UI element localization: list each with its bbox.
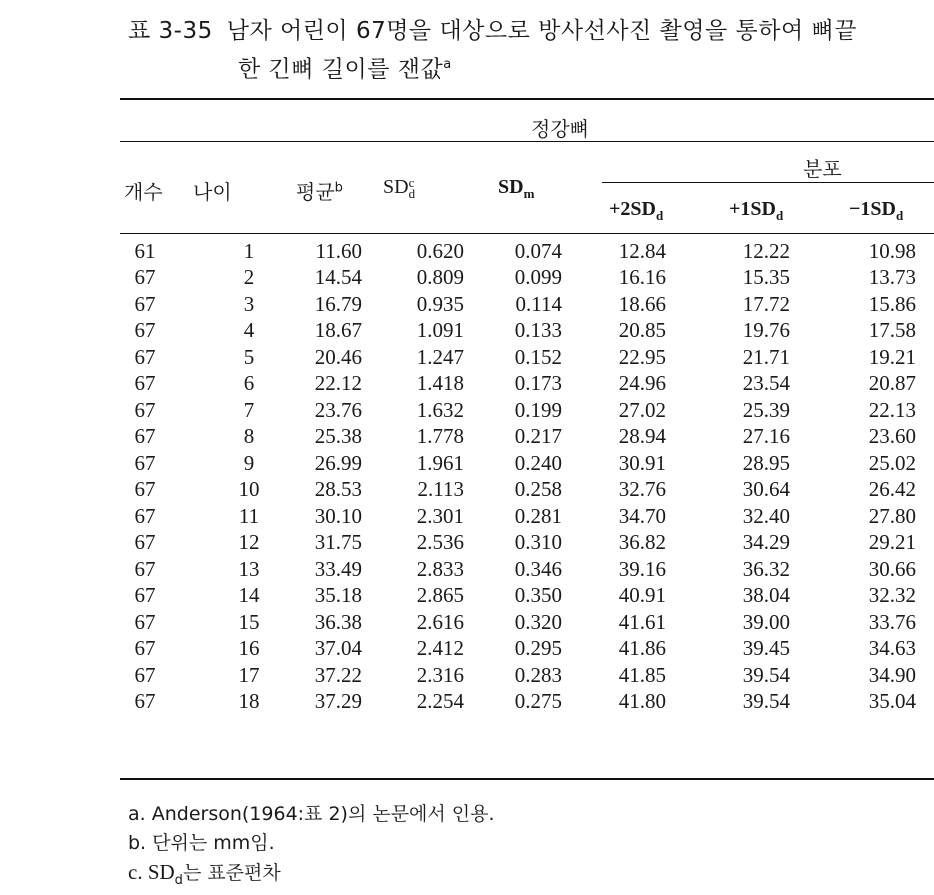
cell-count: 67 bbox=[134, 503, 156, 528]
cell-plus1sd: 39.54 bbox=[742, 662, 790, 687]
col-sdd-header: SD c d bbox=[383, 175, 416, 202]
cell-sdm: 0.152 bbox=[514, 344, 562, 369]
cell-plus2sd: 41.61 bbox=[618, 609, 666, 634]
cell-age: 10 bbox=[238, 477, 260, 502]
table-row bbox=[120, 477, 916, 504]
cell-plus1sd: 36.32 bbox=[742, 556, 790, 581]
cell-age: 4 bbox=[243, 318, 255, 343]
cell-sdm: 0.074 bbox=[514, 238, 562, 263]
cell-sdm: 0.173 bbox=[514, 371, 562, 396]
col-count-header: 개수 bbox=[124, 180, 163, 204]
cell-age: 2 bbox=[243, 265, 255, 290]
cell-plus1sd: 30.64 bbox=[742, 477, 790, 502]
cell-sdm: 0.346 bbox=[514, 556, 562, 581]
table-number: 표 3-35 bbox=[128, 18, 213, 44]
cell-plus2sd: 34.70 bbox=[618, 503, 666, 528]
cell-mean: 35.18 bbox=[314, 583, 362, 608]
cell-sdm: 0.240 bbox=[514, 450, 562, 475]
cell-age: 7 bbox=[243, 397, 255, 422]
cell-sdd: 2.833 bbox=[416, 556, 464, 581]
cell-age: 3 bbox=[243, 291, 255, 316]
table-row bbox=[120, 291, 916, 318]
cell-minus1sd: 13.73 bbox=[868, 265, 916, 290]
cell-minus1sd: 20.87 bbox=[868, 371, 916, 396]
table-row bbox=[120, 556, 916, 583]
table-row bbox=[120, 662, 916, 689]
cell-minus1sd: 33.76 bbox=[868, 609, 916, 634]
col-age-header: 나이 bbox=[193, 180, 232, 204]
cell-mean: 33.49 bbox=[314, 556, 362, 581]
cell-mean: 20.46 bbox=[314, 344, 362, 369]
cell-sdm: 0.283 bbox=[514, 662, 562, 687]
cell-plus1sd: 28.95 bbox=[742, 450, 790, 475]
group-header: 정강뼈 bbox=[531, 117, 589, 141]
cell-count: 67 bbox=[134, 371, 156, 396]
table-row bbox=[120, 583, 916, 610]
cell-plus1sd: 12.22 bbox=[742, 238, 790, 263]
cell-age: 1 bbox=[243, 238, 255, 263]
cell-mean: 18.67 bbox=[314, 318, 362, 343]
table-row bbox=[120, 344, 916, 371]
cell-count: 67 bbox=[134, 609, 156, 634]
cell-plus2sd: 40.91 bbox=[618, 583, 666, 608]
cell-count: 67 bbox=[134, 477, 156, 502]
cell-mean: 22.12 bbox=[314, 371, 362, 396]
cell-sdd: 2.301 bbox=[416, 503, 464, 528]
col-mean-header: 평균$^b$ bbox=[296, 180, 343, 204]
cell-count: 67 bbox=[134, 265, 156, 290]
cell-plus2sd: 41.80 bbox=[618, 689, 666, 714]
cell-sdm: 0.310 bbox=[514, 530, 562, 555]
cell-count: 67 bbox=[134, 291, 156, 316]
cell-sdm: 0.099 bbox=[514, 265, 562, 290]
group-rule bbox=[120, 141, 934, 142]
cell-plus1sd: 39.45 bbox=[742, 636, 790, 661]
cell-minus1sd: 17.58 bbox=[868, 318, 916, 343]
cell-plus2sd: 30.91 bbox=[618, 450, 666, 475]
cell-minus1sd: 32.32 bbox=[868, 583, 916, 608]
cell-plus2sd: 39.16 bbox=[618, 556, 666, 581]
cell-plus2sd: 27.02 bbox=[618, 397, 666, 422]
cell-plus2sd: 24.96 bbox=[618, 371, 666, 396]
cell-sdm: 0.275 bbox=[514, 689, 562, 714]
cell-plus2sd: 41.86 bbox=[618, 636, 666, 661]
cell-count: 67 bbox=[134, 318, 156, 343]
col-sdm-header: $SD_m$ bbox=[498, 176, 535, 201]
col-plus2sd-header: $+2SD_d$ bbox=[609, 198, 664, 223]
cell-mean: 26.99 bbox=[314, 450, 362, 475]
cell-sdd: 2.536 bbox=[416, 530, 464, 555]
cell-count: 67 bbox=[134, 689, 156, 714]
cell-mean: 28.53 bbox=[314, 477, 362, 502]
cell-plus2sd: 36.82 bbox=[618, 530, 666, 555]
cell-age: 9 bbox=[243, 450, 255, 475]
cell-plus1sd: 34.29 bbox=[742, 530, 790, 555]
cell-count: 67 bbox=[134, 530, 156, 555]
cell-count: 67 bbox=[134, 397, 156, 422]
data-table bbox=[120, 238, 916, 715]
cell-plus1sd: 32.40 bbox=[742, 503, 790, 528]
cell-mean: 25.38 bbox=[314, 424, 362, 449]
cell-plus2sd: 12.84 bbox=[618, 238, 666, 263]
cell-sdd: 2.113 bbox=[417, 477, 464, 502]
cell-minus1sd: 15.86 bbox=[868, 291, 916, 316]
cell-minus1sd: 25.02 bbox=[868, 450, 916, 475]
cell-sdm: 0.295 bbox=[514, 636, 562, 661]
cell-age: 5 bbox=[243, 344, 255, 369]
col-minus1sd-header: $-1SD_d$ bbox=[849, 198, 904, 223]
caption-line-2: 한 긴뼈 길이를 잰값$^a$ bbox=[238, 56, 452, 83]
table-row bbox=[120, 397, 916, 424]
table-row bbox=[120, 609, 916, 636]
cell-mean: 37.04 bbox=[314, 636, 362, 661]
cell-age: 15 bbox=[238, 609, 260, 634]
cell-sdd: 1.247 bbox=[416, 344, 464, 369]
cell-sdm: 0.199 bbox=[514, 397, 562, 422]
cell-mean: 36.38 bbox=[314, 609, 362, 634]
cell-mean: 37.22 bbox=[314, 662, 362, 687]
cell-age: 16 bbox=[238, 636, 260, 661]
table-row bbox=[120, 636, 916, 663]
top-rule bbox=[120, 98, 934, 100]
cell-sdd: 1.418 bbox=[416, 371, 464, 396]
cell-sdd: 0.935 bbox=[416, 291, 464, 316]
cell-count: 67 bbox=[134, 450, 156, 475]
table-row bbox=[120, 265, 916, 292]
footnotes bbox=[128, 800, 495, 895]
cell-plus1sd: 15.35 bbox=[742, 265, 790, 290]
cell-count: 67 bbox=[134, 662, 156, 687]
cell-plus1sd: 21.71 bbox=[742, 344, 790, 369]
cell-minus1sd: 22.13 bbox=[868, 397, 916, 422]
cell-plus2sd: 32.76 bbox=[618, 477, 666, 502]
cell-mean: 16.79 bbox=[314, 291, 362, 316]
cell-minus1sd: 23.60 bbox=[868, 424, 916, 449]
cell-mean: 11.60 bbox=[315, 238, 362, 263]
cell-sdd: 1.091 bbox=[416, 318, 464, 343]
cell-minus1sd: 34.63 bbox=[868, 636, 916, 661]
cell-sdd: 1.778 bbox=[416, 424, 464, 449]
table-row bbox=[120, 424, 916, 451]
table-caption bbox=[128, 14, 857, 87]
cell-plus1sd: 19.76 bbox=[742, 318, 790, 343]
table-row bbox=[120, 530, 916, 557]
caption-line-1: 남자 어린이 67명을 대상으로 방사선사진 촬영을 통하여 뼈끝 bbox=[226, 18, 857, 44]
cell-count: 67 bbox=[134, 344, 156, 369]
table-row bbox=[120, 503, 916, 530]
cell-count: 67 bbox=[134, 636, 156, 661]
cell-count: 67 bbox=[134, 583, 156, 608]
cell-minus1sd: 19.21 bbox=[868, 344, 916, 369]
cell-sdd: 0.809 bbox=[416, 265, 464, 290]
cell-plus1sd: 38.04 bbox=[742, 583, 790, 608]
cell-minus1sd: 34.90 bbox=[868, 662, 916, 687]
cell-age: 13 bbox=[238, 556, 260, 581]
cell-sdd: 2.316 bbox=[416, 662, 464, 687]
cell-count: 67 bbox=[134, 556, 156, 581]
cell-mean: 23.76 bbox=[314, 397, 362, 422]
cell-sdm: 0.320 bbox=[514, 609, 562, 634]
cell-plus2sd: 20.85 bbox=[618, 318, 666, 343]
table-row bbox=[120, 689, 916, 716]
footnote-b: b. 단위는 mm임. bbox=[128, 832, 275, 854]
cell-sdm: 0.133 bbox=[514, 318, 562, 343]
cell-sdm: 0.350 bbox=[514, 583, 562, 608]
cell-mean: 31.75 bbox=[314, 530, 362, 555]
cell-plus2sd: 28.94 bbox=[618, 424, 666, 449]
cell-plus2sd: 41.85 bbox=[618, 662, 666, 687]
cell-age: 6 bbox=[243, 371, 255, 396]
table-row bbox=[120, 450, 916, 477]
bottom-rule bbox=[120, 778, 934, 780]
cell-minus1sd: 26.42 bbox=[868, 477, 916, 502]
cell-plus2sd: 16.16 bbox=[618, 265, 666, 290]
cell-plus1sd: 23.54 bbox=[742, 371, 790, 396]
cell-mean: 14.54 bbox=[314, 265, 362, 290]
cell-count: 61 bbox=[134, 238, 156, 263]
cell-plus1sd: 27.16 bbox=[742, 424, 790, 449]
cell-mean: 30.10 bbox=[314, 503, 362, 528]
cell-plus1sd: 25.39 bbox=[742, 397, 790, 422]
cell-sdm: 0.114 bbox=[515, 291, 562, 316]
cell-age: 12 bbox=[238, 530, 260, 555]
cell-sdd: 2.412 bbox=[416, 636, 464, 661]
cell-plus1sd: 17.72 bbox=[742, 291, 790, 316]
cell-sdd: 0.620 bbox=[416, 238, 464, 263]
cell-plus1sd: 39.54 bbox=[742, 689, 790, 714]
cell-sdm: 0.217 bbox=[514, 424, 562, 449]
cell-sdd: 2.616 bbox=[416, 609, 464, 634]
cell-minus1sd: 29.21 bbox=[868, 530, 916, 555]
cell-plus2sd: 22.95 bbox=[618, 344, 666, 369]
cell-sdm: 0.281 bbox=[514, 503, 562, 528]
cell-sdd: 1.632 bbox=[416, 397, 464, 422]
cell-age: 8 bbox=[243, 424, 255, 449]
cell-sdd: 2.865 bbox=[416, 583, 464, 608]
cell-minus1sd: 35.04 bbox=[868, 689, 916, 714]
cell-count: 67 bbox=[134, 424, 156, 449]
col-plus1sd-header: $+1SD_d$ bbox=[729, 198, 784, 223]
footnote-c: c. $SD_d$는 표준편차 bbox=[128, 860, 281, 888]
cell-age: 14 bbox=[238, 583, 260, 608]
cell-minus1sd: 10.98 bbox=[868, 238, 916, 263]
cell-plus1sd: 39.00 bbox=[742, 609, 790, 634]
cell-age: 11 bbox=[238, 503, 260, 528]
table-row bbox=[120, 318, 916, 345]
cell-minus1sd: 27.80 bbox=[868, 503, 916, 528]
table-row bbox=[120, 238, 916, 265]
footnote-a: a. Anderson(1964:표 2)의 논문에서 인용. bbox=[128, 803, 495, 825]
distribution-rule bbox=[602, 182, 934, 183]
cell-sdd: 2.254 bbox=[416, 689, 464, 714]
cell-sdm: 0.258 bbox=[514, 477, 562, 502]
cell-age: 17 bbox=[238, 662, 260, 687]
cell-age: 18 bbox=[238, 689, 260, 714]
cell-minus1sd: 30.66 bbox=[868, 556, 916, 581]
cell-sdd: 1.961 bbox=[416, 450, 464, 475]
cell-mean: 37.29 bbox=[314, 689, 362, 714]
header-rule bbox=[120, 233, 934, 234]
cell-plus2sd: 18.66 bbox=[618, 291, 666, 316]
distribution-header: 분포 bbox=[803, 157, 842, 181]
table-row bbox=[120, 371, 916, 398]
caption-footnote-mark: a bbox=[443, 57, 452, 72]
